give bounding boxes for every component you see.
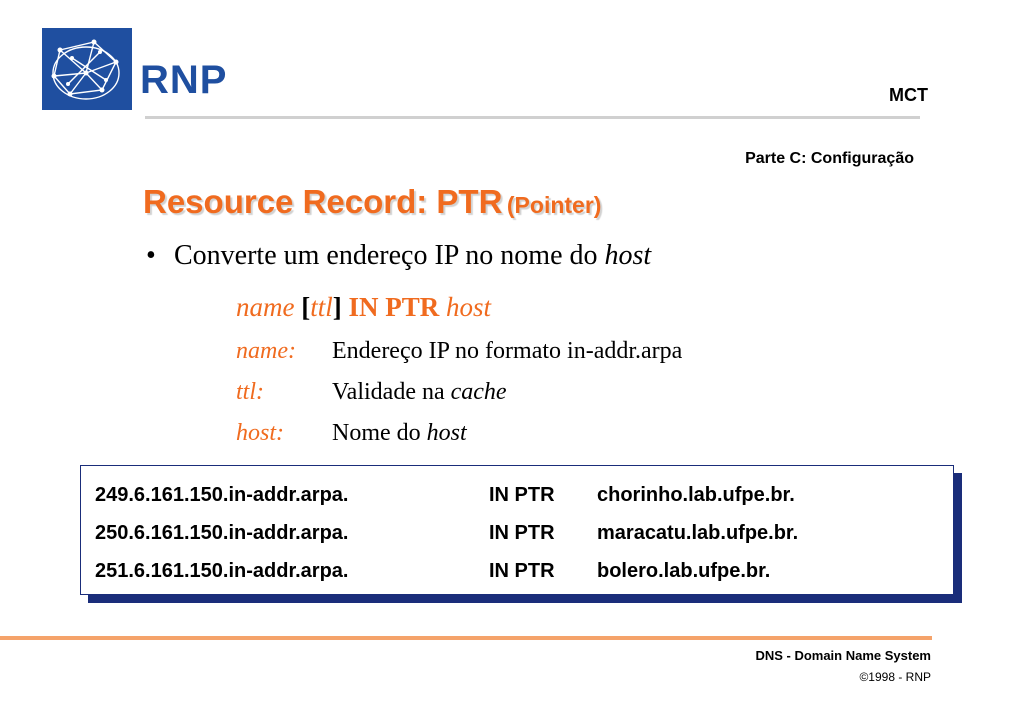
record-row: [95, 560, 770, 583]
record-type: IN PTR: [489, 484, 555, 506]
definition-ttl: [236, 379, 507, 406]
definition-text: Nome do: [332, 420, 427, 446]
record-type: IN PTR: [489, 522, 555, 544]
record-type: IN PTR: [489, 560, 555, 582]
bullet-dot-icon: •: [146, 240, 156, 271]
definition-italic: host: [426, 420, 467, 446]
record-name: 249.6.161.150.in-addr.arpa.: [95, 484, 349, 506]
definition-italic: cache: [450, 379, 507, 405]
record-row: [95, 522, 798, 545]
footer-course: DNS - Domain Name System: [755, 648, 931, 663]
definition-term: host:: [236, 420, 284, 446]
slide-title-main: Resource Record: PTR: [143, 183, 503, 220]
syntax-ttl: ttl: [310, 292, 333, 322]
record-value: maracatu.lab.ufpe.br.: [597, 522, 799, 544]
syntax-name: name: [236, 292, 295, 322]
definition-term: name:: [236, 338, 296, 364]
syntax-host: host: [446, 292, 492, 322]
definition-term: ttl:: [236, 379, 264, 405]
slide-title-sub: (Pointer): [506, 192, 602, 218]
syntax-keyword: IN PTR: [348, 292, 440, 322]
record-value: bolero.lab.ufpe.br.: [597, 560, 771, 582]
rnp-logo-icon: [42, 28, 132, 110]
header-divider: [145, 116, 920, 119]
record-name: 250.6.161.150.in-addr.arpa.: [95, 522, 349, 544]
bullet-item: [146, 240, 651, 272]
record-name: 251.6.161.150.in-addr.arpa.: [95, 560, 349, 582]
syntax-close-bracket: ]: [332, 292, 342, 322]
ptr-syntax: [236, 292, 491, 323]
definition-host: [236, 420, 467, 447]
footer-divider: [0, 636, 932, 640]
syntax-open-bracket: [: [301, 292, 311, 322]
slide-title: [143, 183, 601, 221]
record-row: [95, 484, 795, 507]
definition-text: Validade na: [332, 379, 451, 405]
record-value: chorinho.lab.ufpe.br.: [597, 484, 795, 506]
records-box: [80, 465, 954, 595]
bullet-italic: host: [604, 240, 652, 271]
section-label: Parte C: Configuração: [745, 150, 914, 167]
logo-text: RNP: [140, 58, 228, 102]
header-right-label: MCT: [889, 85, 928, 105]
footer-copyright: ©1998 - RNP: [859, 670, 931, 684]
definition-name: [236, 338, 682, 365]
bullet-text: Converte um endereço IP no nome do: [174, 240, 605, 271]
definition-text: Endereço IP no formato in-addr.arpa: [332, 338, 683, 364]
